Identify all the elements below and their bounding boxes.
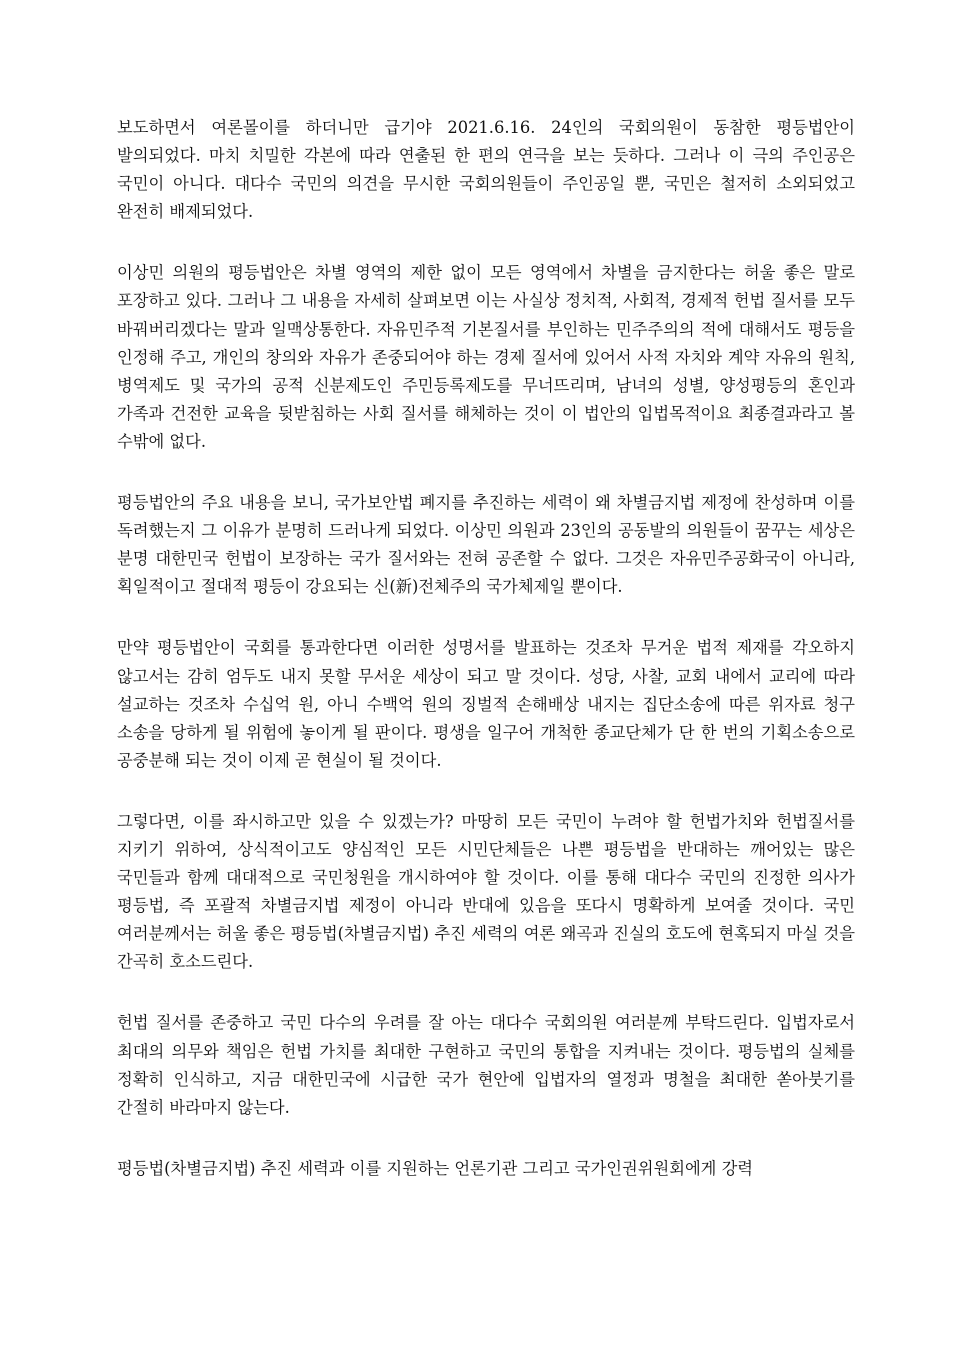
paragraph-5: 그렇다면, 이를 좌시하고만 있을 수 있겠는가? 마땅히 모든 국민이 누려야 할 헌법가치와 헌법질서를 지키기 위하여, 상식적이고도 양심적인 모든 시민단체들은 나쁜 평등법을 반대하는 깨어있는 많은 국민들과 함께 대대적으로 국민청원을 개시하여야 할 것이다. 이를 통해 대다수 국민의 진정한 의사가 평등법, 즉 포괄적 차별금지법 제정이 아니라 반대에 있음을 또다시 명확하게 보여줄 것이다. 국민 여러분께서는 허울 좋은 평등법(차별금지법) 추진 세력의 여론 왜곡과 진실의 호도에 현혹되지 마실 것을 간곡히 호소드린다. — [117, 811, 855, 972]
paragraph-6: 헌법 질서를 존중하고 국민 다수의 우려를 잘 아는 대다수 국회의원 여러분께 부탁드린다. 입법자로서 최대의 의무와 책임은 헌법 가치를 최대한 구현하고 국민의 통합을 지켜내는 것이다. 평등법의 실체를 정확히 인식하고, 지금 대한민국에 시급한 국가 현안에 입법자의 열정과 명철을 최대한 쏟아붓기를 간절히 바라마지 않는다. — [117, 1013, 855, 1117]
paragraph-3: 평등법안의 주요 내용을 보니, 국가보안법 폐지를 추진하는 세력이 왜 차별금지법 제정에 찬성하며 이를 독려했는지 그 이유가 분명히 드러나게 되었다. 이상민 의원과 23인의 공동발의 의원들이 꿈꾸는 세상은 분명 대한민국 헌법이 보장하는 국가 질서와는 전혀 공존할 수 없다. 그것은 자유민주공화국이 아니라, 획일적이고 절대적 평등이 강요되는 신(新)전체주의 국가체제일 뿐이다. — [117, 493, 855, 597]
paragraph-7: 평등법(차별금지법) 추진 세력과 이를 지원하는 언론기관 그리고 국가인권위원회에게 강력 — [117, 1158, 754, 1178]
paragraph-1: 보도하면서 여론몰이를 하더니만 급기야 2021.6.16. 24인의 국회의원이 동참한 평등법안이 발의되었다. 마치 치밀한 각본에 따라 연출된 한 편의 연극을 보는 듯하다. 그러나 이 극의 주인공은 국민이 아니다. 대다수 국민의 의견을 무시한 국회의원들이 주인공일 뿐, 국민은 철저히 소외되었고 완전히 배제되었다. — [117, 118, 855, 222]
document-body — [117, 114, 855, 1183]
paragraph-2: 이상민 의원의 평등법안은 차별 영역의 제한 없이 모든 영역에서 차별을 금지한다는 허울 좋은 말로 포장하고 있다. 그러나 그 내용을 자세히 살펴보면 이는 사실상 정치적, 사회적, 경제적 헌법 질서를 모두 바꿔버리겠다는 말과 일맥상통한다. 자유민주적 기본질서를 부인하는 민주주의의 적에 대해서도 평등을 인정해 주고, 개인의 창의와 자유가 존중되어야 하는 경제 질서에 있어서 사적 자치와 계약 자유의 원칙, 병역제도 및 국가의 공적 신분제도인 주민등록제도를 무너뜨리며, 남녀의 성별, 양성평등의 혼인과 가족과 건전한 교육을 뒷받침하는 사회 질서를 해체하는 것이 이 법안의 입법목적이요 최종결과라고 볼 수밖에 없다. — [117, 263, 855, 451]
paragraph-4: 만약 평등법안이 국회를 통과한다면 이러한 성명서를 발표하는 것조차 무거운 법적 제재를 각오하지 않고서는 감히 엄두도 내지 못할 무서운 세상이 되고 말 것이다. 성당, 사찰, 교회 내에서 교리에 따라 설교하는 것조차 수십억 원, 아니 수백억 원의 징벌적 손해배상 내지는 집단소송에 따른 위자료 청구 소송을 당하게 될 위험에 놓이게 될 판이다. 평생을 일구어 개척한 종교단체가 단 한 번의 기획소송으로 공중분해 되는 것이 이제 곧 현실이 될 것이다. — [117, 638, 855, 770]
